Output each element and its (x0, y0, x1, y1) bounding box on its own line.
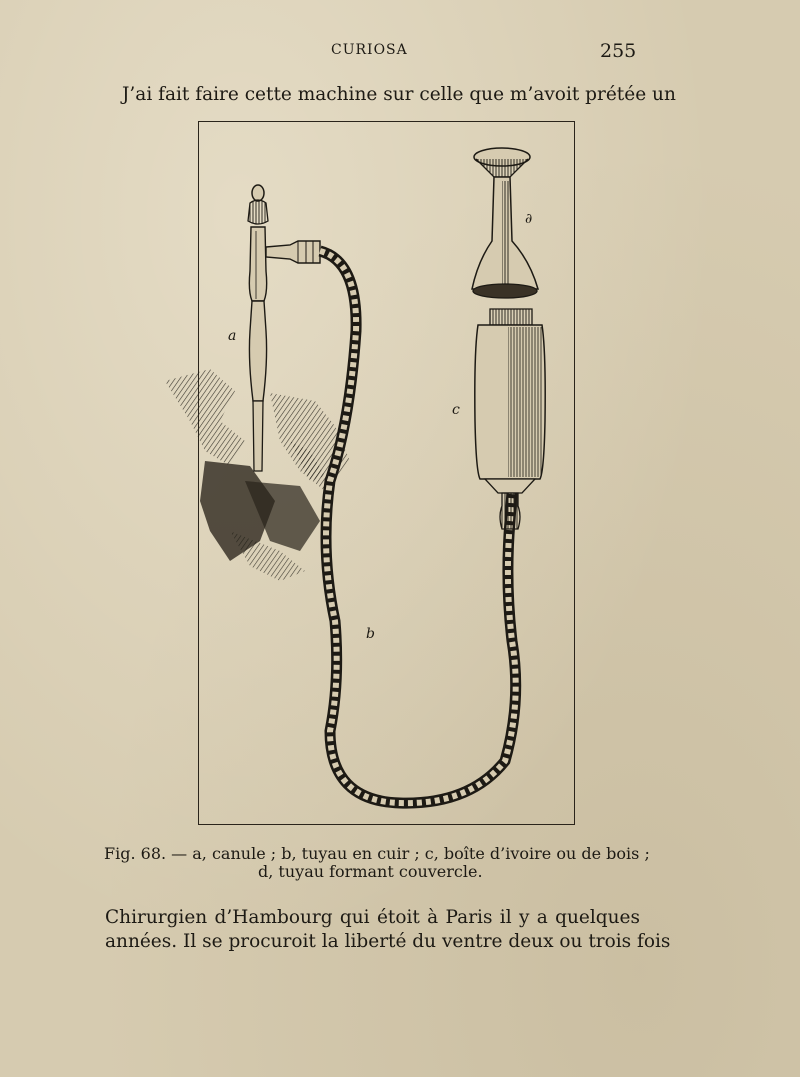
figure-label-b: b (366, 626, 375, 642)
figure-label-c: c (452, 402, 460, 418)
running-title: CURIOSA (331, 42, 408, 58)
figure-caption-line-1: Fig. 68. — a, canule ; b, tuyau en cuir ; c, boîte d’ivoire ou de bois ; (104, 844, 650, 863)
body-text-line-2: Chirurgien d’Hambourg qui étoit à Paris il y a quelques (105, 907, 640, 928)
body-text-line-1: J’ai fait faire cette machine sur celle que m’avoit prétée un (122, 84, 676, 105)
figure-caption-line-2: d, tuyau formant couvercle. (258, 862, 483, 881)
box-c (475, 309, 545, 529)
page-number: 255 (600, 40, 637, 62)
figure-label-d: ∂ (525, 211, 533, 227)
body-text-line-3: années. Il se procuroit la liberté du ventre deux ou trois fois (105, 931, 671, 952)
figure-label-a: a (228, 328, 237, 344)
figure-illustration (150, 121, 580, 825)
